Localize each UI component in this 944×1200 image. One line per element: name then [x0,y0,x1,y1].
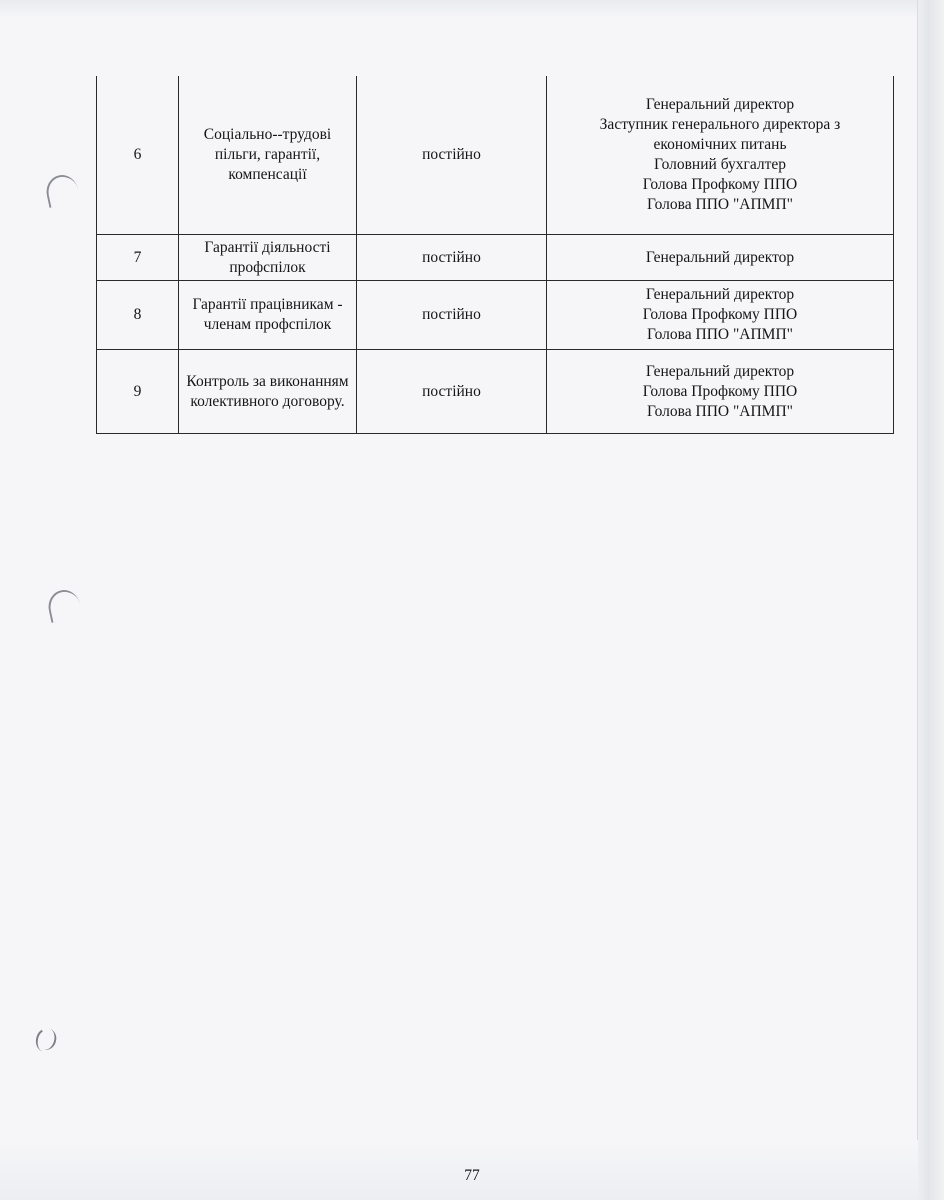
responsibility-table [96,76,894,434]
row-topic-text: Гарантії діяльності профспілок [204,238,331,276]
row-number: 8 [97,281,179,350]
responsible-line: Генеральний директор [645,248,795,266]
row-number: 7 [97,235,179,281]
page-number: 77 [464,1167,480,1184]
row-topic [179,281,357,350]
row-number: 6 [97,76,179,235]
responsible-line: Голова Профкому ППО [642,306,798,323]
responsible-line: Генеральний директор [645,96,795,113]
row-term: постійно [357,281,547,350]
responsible-line: Голова ППО "АПМП" [647,402,793,420]
row-term: постійно [357,350,547,434]
responsible-line: Голова ППО "АПМП" [647,196,793,213]
table-row [97,350,894,434]
responsible-line: Заступник генерального директора з [599,116,841,133]
responsible-line: Генеральний директор [645,362,795,380]
responsible-line: Генеральний директор [645,286,795,303]
row-responsible [547,281,894,350]
row-topic [179,350,357,434]
punch-hole-mark [43,172,81,208]
row-topic-text: Гарантії працівникам - членам профспілок [192,296,343,333]
punch-hole-mark [45,587,83,623]
row-topic-text: Контроль за виконанням колективного договору. [186,372,349,410]
page-right-edge [918,0,944,1200]
row-topic-text: Соціально--трудові пільги, гарантії, компенсації [203,126,332,183]
table-row [97,235,894,281]
punch-hole-mark [33,1026,59,1054]
responsible-line: Голова ППО "АПМП" [647,326,793,343]
row-responsible [547,76,894,235]
row-number: 9 [97,350,179,434]
table-row [97,76,894,235]
responsible-line: Головний бухгалтер [653,156,786,173]
row-responsible [547,350,894,434]
page-top-edge [0,0,918,18]
responsible-line: економічних питань [653,136,787,153]
row-term: постійно [357,76,547,235]
responsible-line: Голова Профкому ППО [642,176,798,193]
row-topic [179,76,357,235]
row-responsible [547,235,894,281]
table-row [97,281,894,350]
row-term: постійно [357,235,547,281]
row-topic [179,235,357,281]
responsible-line: Голова Профкому ППО [642,382,798,400]
